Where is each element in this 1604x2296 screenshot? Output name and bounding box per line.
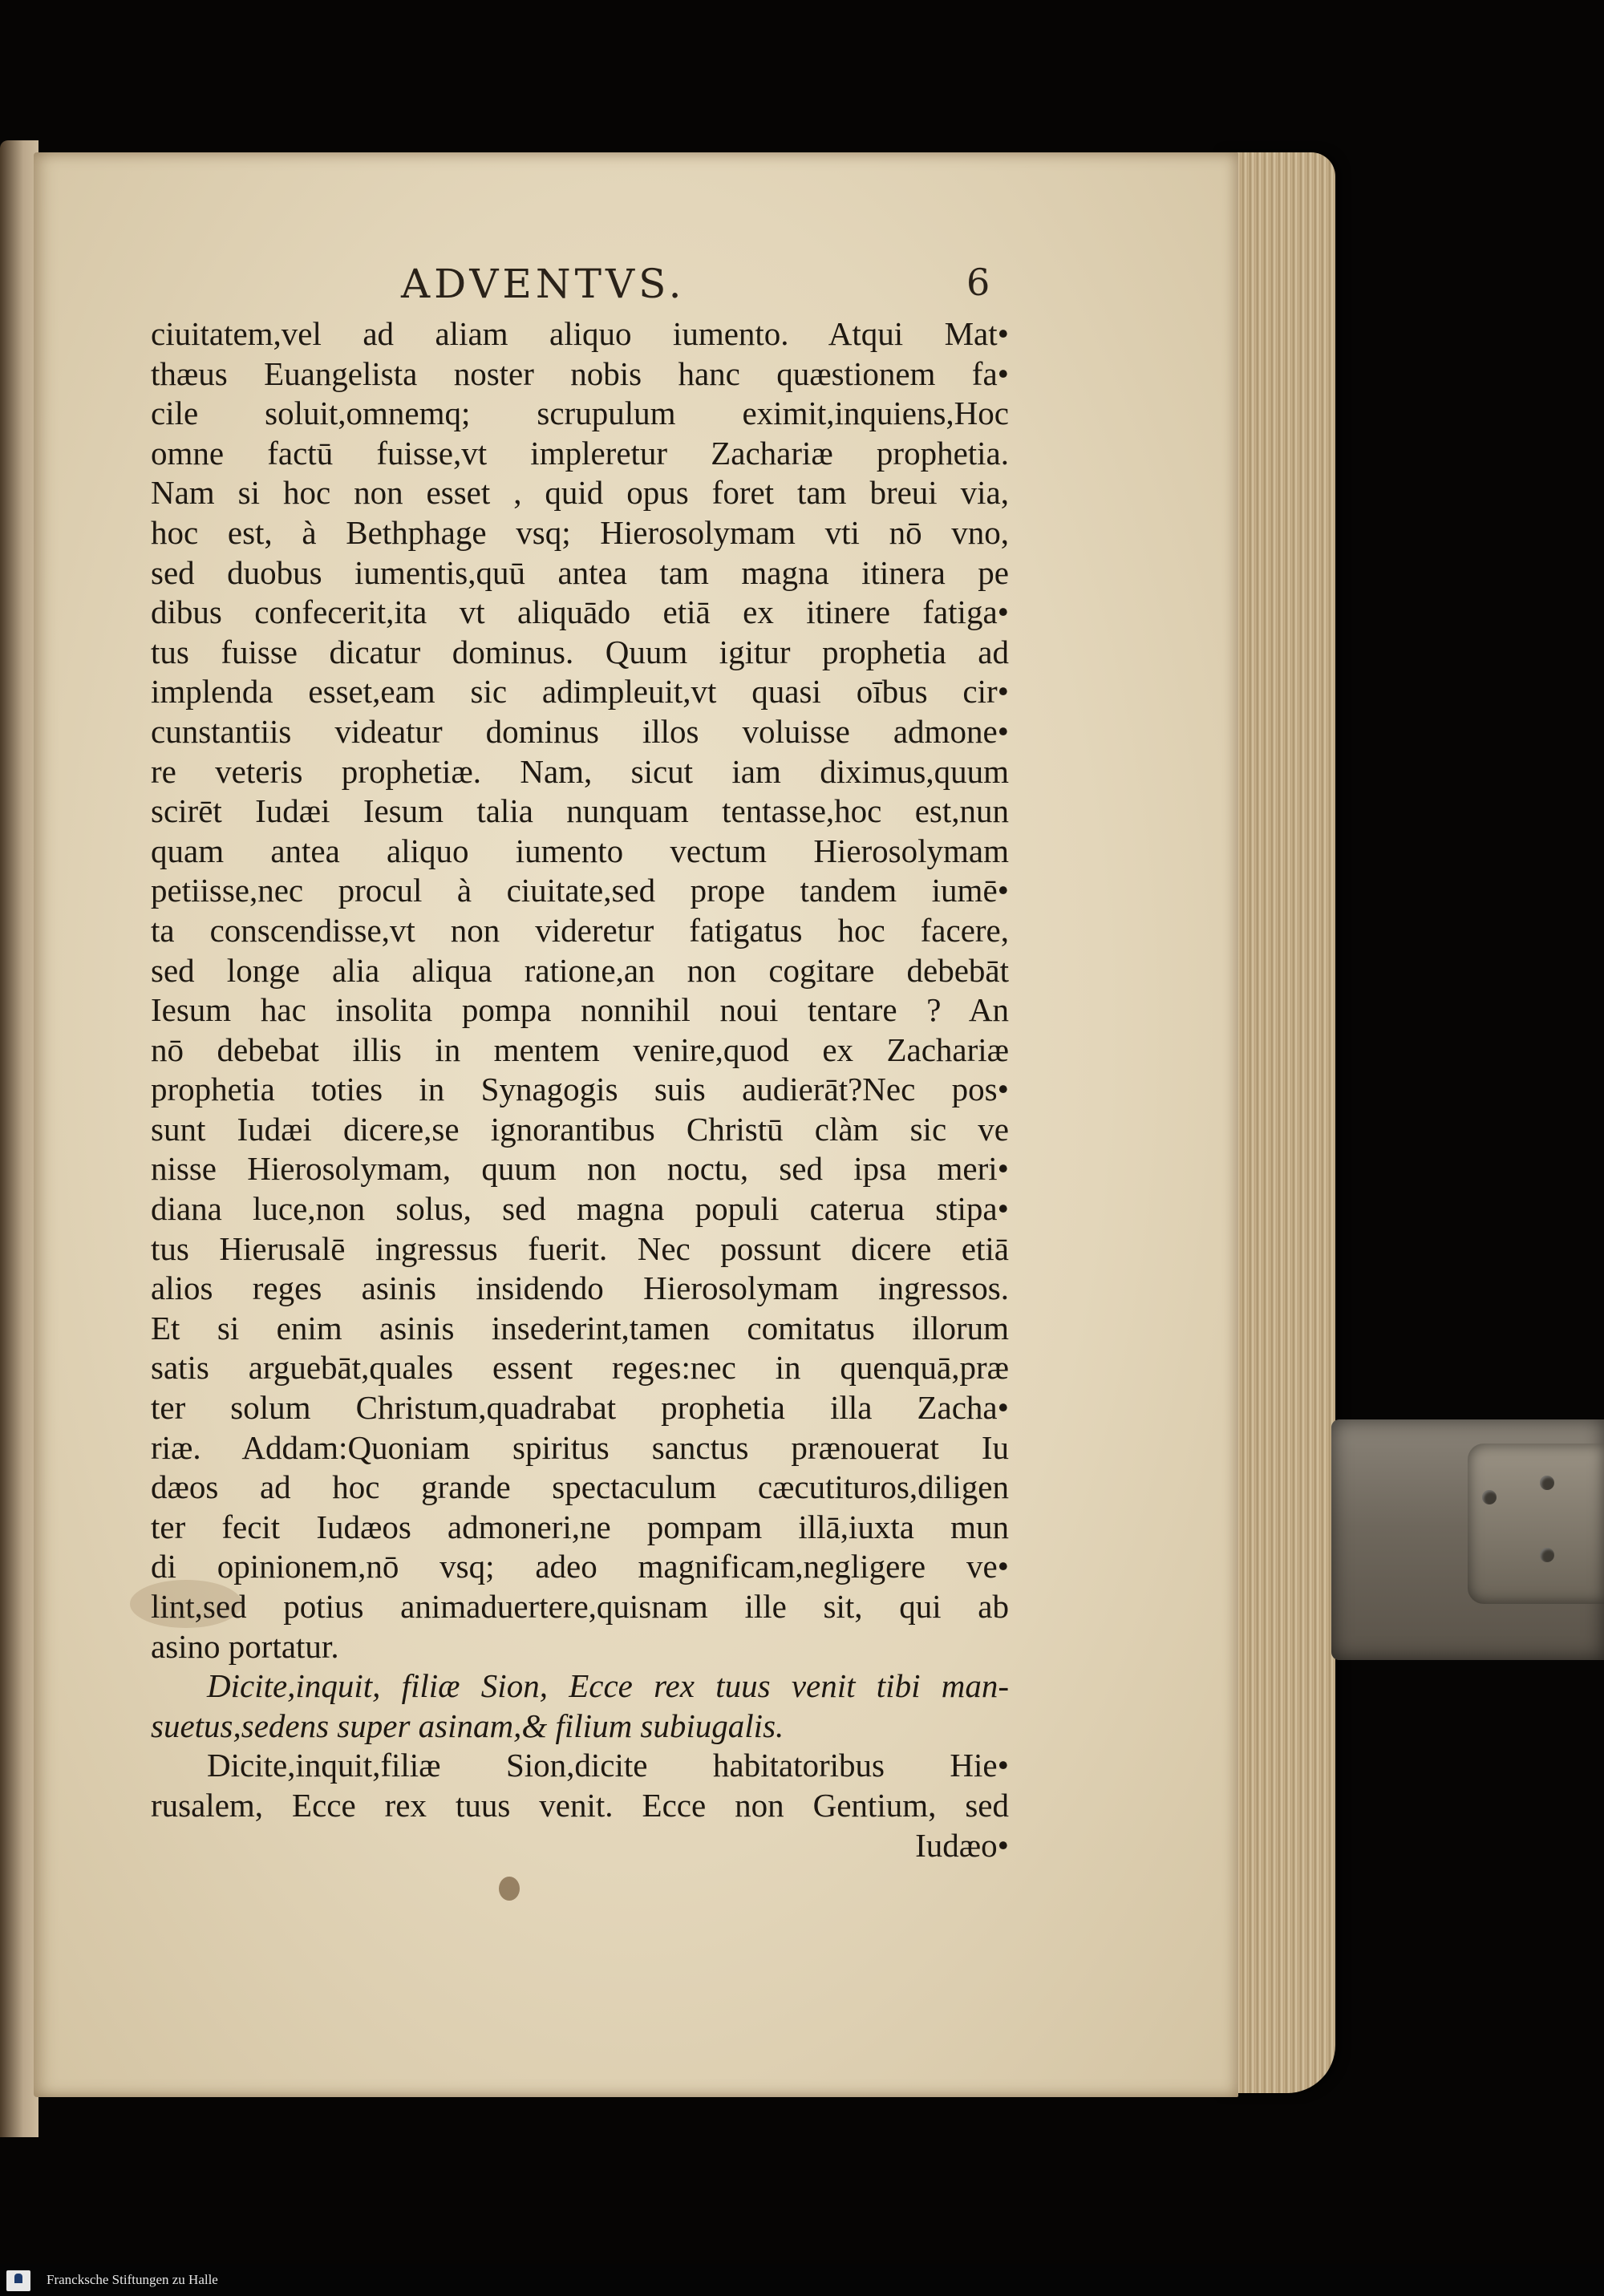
text-line: omne factū fuisse,vt impleretur Zachariæ prophetia. bbox=[151, 434, 1009, 472]
footer-credit: Francksche Stiftungen zu Halle bbox=[47, 2272, 218, 2287]
page-header bbox=[401, 261, 1003, 309]
text-line: Iesum hac insolita pompa nonnihil noui tentare ? An bbox=[151, 991, 1009, 1029]
text-line: nō debebat illis in mentem venire,quod ex Zachariæ bbox=[151, 1031, 1009, 1068]
text-line: Nam si hoc non esset , quid opus foret tam breui via, bbox=[151, 474, 1009, 512]
catchword: Iudæo• bbox=[915, 1826, 1009, 1864]
left-page-edge bbox=[0, 140, 38, 2137]
text-line: Et si enim asinis insederint,tamen comitatus illorum bbox=[151, 1309, 1009, 1346]
text-line: cile soluit,omnemq; scrupulum eximit,inquiens,Hoc bbox=[151, 395, 1009, 432]
text-line: ter solum Christum,quadrabat prophetia illa Zacha• bbox=[151, 1389, 1009, 1427]
text-line: Dicite,inquit,filiæ Sion,dicite habitatoribus Hie• bbox=[207, 1747, 1009, 1784]
quotation-line: Dicite,inquit, filiæ Sion, Ecce rex tuus venit tibi man- bbox=[207, 1667, 1009, 1705]
text-line: ter fecit Iudæos admoneri,ne pompam illā,iuxta mun bbox=[151, 1508, 1009, 1545]
text-line: prophetia toties in Synagogis suis audierāt?Nec pos• bbox=[151, 1071, 1009, 1108]
text-line: lint,sed potius animaduertere,quisnam ille sit, qui ab bbox=[151, 1588, 1009, 1625]
text-line: re veteris prophetiæ. Nam, sicut iam diximus,quum bbox=[151, 752, 1009, 790]
text-line: sed duobus iumentis,quū antea tam magna itinera pe bbox=[151, 553, 1009, 591]
text-line: petiisse,nec procul à ciuitate,sed prope tandem iumē• bbox=[151, 872, 1009, 909]
quotation-line: suetus,sedens super asinam,& filium subiugalis. bbox=[151, 1707, 784, 1744]
text-line: nisse Hierosolymam, quum non noctu, sed ipsa meri• bbox=[151, 1150, 1009, 1188]
text-line: cunstantiis videatur dominus illos voluisse admone• bbox=[151, 712, 1009, 750]
text-line: alios reges asinis insidendo Hierosolymam ingressos. bbox=[151, 1269, 1009, 1307]
text-line: sed longe alia aliqua ratione,an non cogitare debebāt bbox=[151, 951, 1009, 989]
clasp-rivet bbox=[1540, 1476, 1554, 1490]
footer-bar bbox=[0, 2264, 1604, 2296]
text-line: hoc est, à Bethphage vsq; Hierosolymam vti nō vno, bbox=[151, 513, 1009, 551]
body-text bbox=[151, 314, 1009, 1865]
text-line: ta conscendisse,vt non videretur fatigatus hoc facere, bbox=[151, 911, 1009, 949]
text-line: ciuitatem,vel ad aliam aliquo iumento. Atqui Mat• bbox=[151, 315, 1009, 352]
text-line: thæus Euangelista noster nobis hanc quæstionem fa• bbox=[151, 354, 1009, 392]
clasp-rivet bbox=[1540, 1548, 1554, 1562]
text-line: asino portatur. bbox=[151, 1627, 339, 1665]
text-line: riæ. Addam:Quoniam spiritus sanctus prænouerat Iu bbox=[151, 1428, 1009, 1466]
running-head: ADVENTVS. bbox=[401, 261, 686, 307]
text-line: satis arguebāt,quales essent reges:nec in quenquā,præ bbox=[151, 1349, 1009, 1387]
text-line: dæos ad hoc grande spectaculum cæcutituros,diligen bbox=[151, 1468, 1009, 1506]
text-line: sunt Iudæi dicere,se ignorantibus Christū clàm sic ve bbox=[151, 1110, 1009, 1148]
clasp-rivet bbox=[1482, 1490, 1497, 1504]
text-line: di opinionem,nō vsq; adeo magnificam,negligere ve• bbox=[151, 1548, 1009, 1585]
text-line: diana luce,non solus, sed magna populi caterua stipa• bbox=[151, 1190, 1009, 1228]
text-line: implenda esset,eam sic adimpleuit,vt quasi oībus cir• bbox=[151, 673, 1009, 711]
ink-stain bbox=[499, 1877, 520, 1901]
text-line: dibus confecerit,ita vt aliquādo etiā ex itinere fatiga• bbox=[151, 593, 1009, 631]
page-number: 6 bbox=[966, 261, 990, 304]
text-line: scirēt Iudæi Iesum talia nunquam tentasse,hoc est,nun bbox=[151, 792, 1009, 830]
clasp-hinge bbox=[1468, 1444, 1604, 1604]
text-line: tus fuisse dicatur dominus. Quum igitur prophetia ad bbox=[151, 633, 1009, 670]
text-line: tus Hierusalē ingressus fuerit. Nec possunt dicere etiā bbox=[151, 1229, 1009, 1267]
text-line: quam antea aliquo iumento vectum Hierosolymam bbox=[151, 832, 1009, 869]
text-line: rusalem, Ecce rex tuus venit. Ecce non Gentium, sed bbox=[151, 1786, 1009, 1824]
institution-logo-icon bbox=[6, 2270, 30, 2291]
